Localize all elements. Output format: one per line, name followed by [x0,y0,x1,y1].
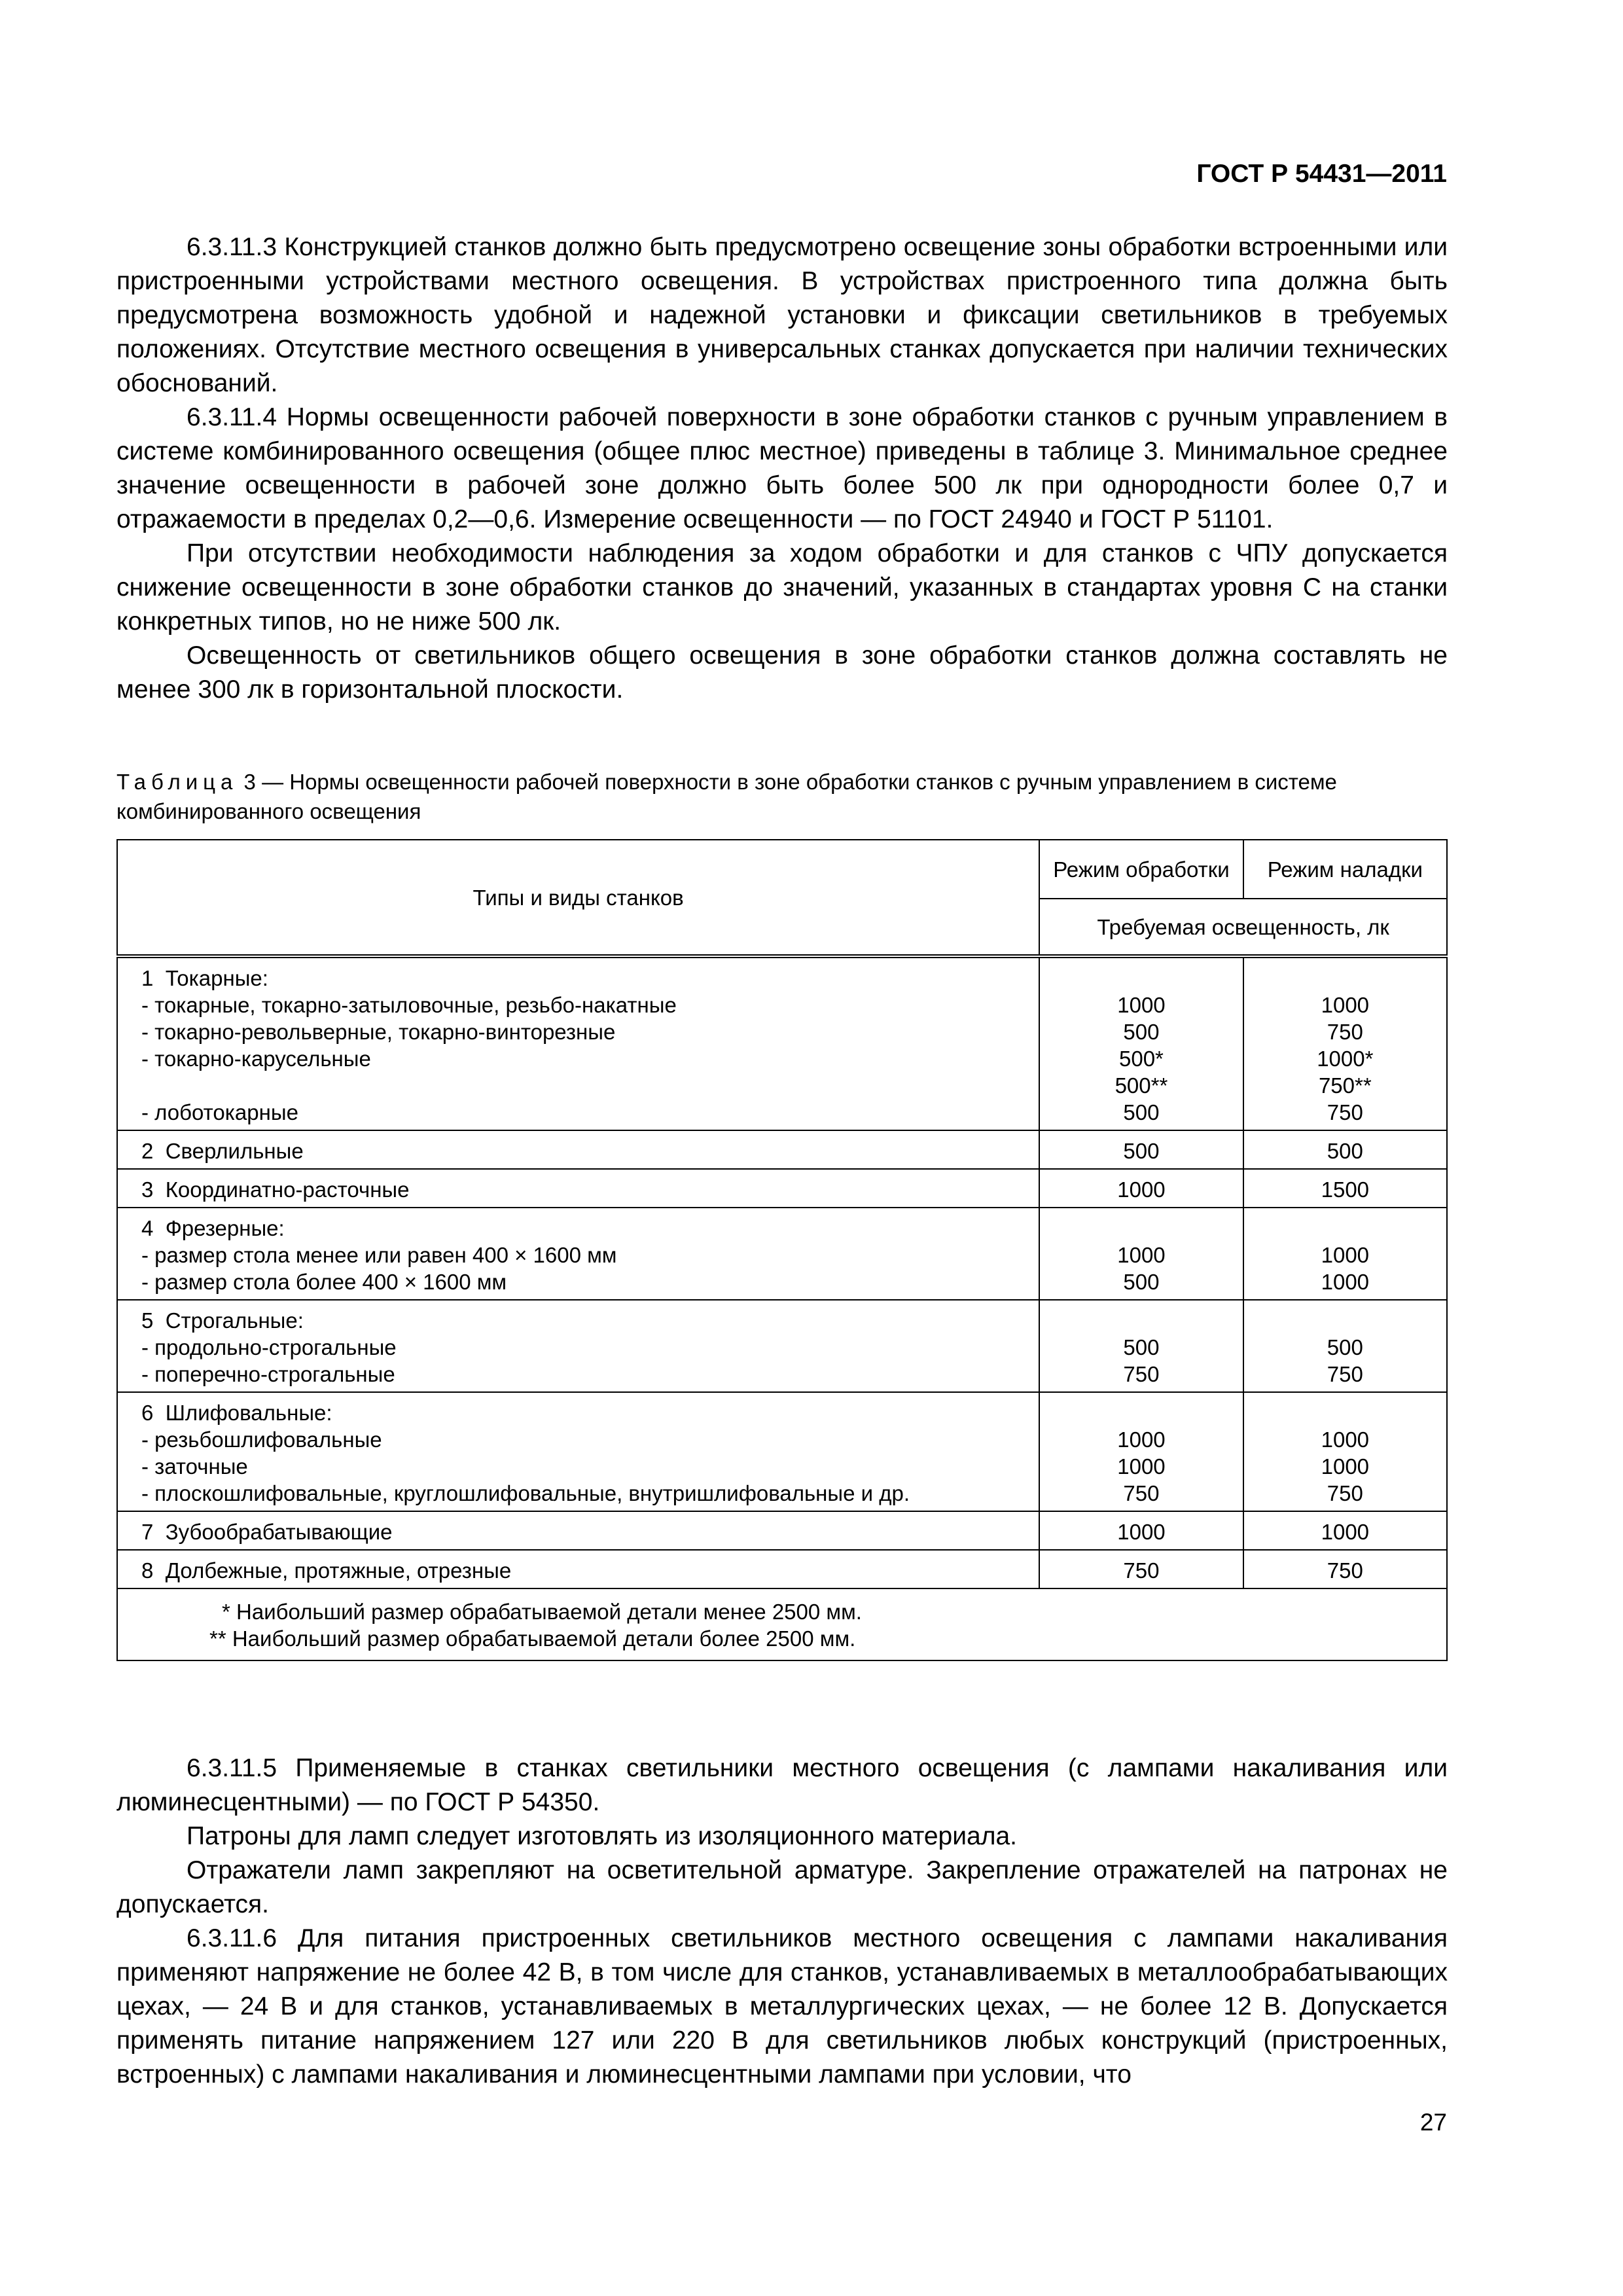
cell-line: - токарные, токарно-затыловочные, резьбо-накатные [141,993,677,1017]
cell-line: 750 [1123,1558,1160,1583]
machine-type-cell [117,1300,1039,1392]
setup-value-cell [1243,1511,1447,1550]
footnote-single-star: * Наибольший размер обрабатываемой детали менее 2500 мм. [222,1600,862,1624]
processing-value-cell [1039,1169,1243,1208]
cell-line: 750 [1123,1362,1160,1386]
table-row [117,1300,1447,1392]
cell-line: - плоскошлифовальные, круглошлифовальные, внутришлифовальные и др. [141,1481,910,1505]
cell-line: 500 [1327,1139,1363,1163]
processing-value-cell [1039,1130,1243,1169]
setup-value-cell [1243,1300,1447,1392]
cell-line: 500 [1327,1335,1363,1359]
paragraph-6-3-11-4: 6.3.11.4 Нормы освещенности рабочей поверхности в зоне обработки станков с ручным управлением в системе комбинированного освещения (общее плюс местное) приведены в таблице 3. Минимальное среднее значение освещенности в рабочей зоне должно быть более 500 лк при однородности более 0,7 и отражаемости в пределах 0,2—0,6. Измерение освещенности — по ГОСТ 24940 и ГОСТ Р 51101. [116,403,1448,533]
document-standard-header: ГОСТ Р 54431—2011 [1196,160,1447,188]
cell-line: - лоботокарные [141,1100,298,1124]
cell-line: 8 Долбежные, протяжные, отрезные [141,1558,512,1583]
table-row [117,1392,1447,1511]
machine-type-cell [117,956,1039,1130]
cell-line: - токарно-револьверные, токарно-винторезные [141,1020,616,1044]
table-row [117,1169,1447,1208]
cell-line: 1000 [1117,1520,1166,1544]
machine-type-cell [117,1208,1039,1300]
processing-value-cell [1039,1300,1243,1392]
paragraph-6-3-11-5: 6.3.11.5 Применяемые в станках светильники местного освещения (с лампами накаливания или люминесцентными) — по ГОСТ Р 54350. [116,1754,1448,1816]
cell-line [1249,1307,1441,1334]
header-required-illuminance: Требуемая освещенность, лк [1039,899,1447,956]
machine-type-cell [117,1511,1039,1550]
table-row [117,1550,1447,1588]
cell-line: 500 [1123,1335,1160,1359]
cell-line: 750 [1327,1100,1363,1124]
paragraph-reflectors: Отражатели ламп закрепляют на осветительной арматуре. Закрепление отражателей на патронах не допускается. [116,1856,1448,1918]
table-caption [116,767,1448,826]
machine-type-cell [117,1130,1039,1169]
cell-line: 1000 [1117,1427,1166,1452]
cell-line: 750 [1327,1558,1363,1583]
cell-line: 1000 [1321,1270,1370,1294]
header-mode-processing: Режим обработки [1039,840,1243,899]
footnote-double-star: ** Наибольший размер обрабатываемой детали более 2500 мм. [209,1626,856,1651]
cell-line [141,1072,1029,1099]
cell-line: - размер стола менее или равен 400 × 1600 мм [141,1243,617,1267]
cell-line [1045,1399,1237,1426]
cell-line: 3 Координатно-расточные [141,1177,410,1202]
setup-value-cell [1243,1550,1447,1588]
illumination-norms-table [116,839,1448,1661]
paragraph-lamp-sockets: Патроны для ламп следует изготовлять из изоляционного материала. [187,1822,1018,1850]
setup-value-cell [1243,1130,1447,1169]
cell-line [1249,1399,1441,1426]
cell-line: 1000 [1117,1177,1166,1202]
cell-line: 500** [1115,1073,1168,1098]
cell-line: 1000 [1117,1243,1166,1267]
cell-line: 750 [1327,1362,1363,1386]
processing-value-cell [1039,1208,1243,1300]
cell-line: - заточные [141,1454,248,1479]
cell-line [1045,965,1237,992]
cell-line: 750 [1327,1020,1363,1044]
cell-line: 1000 [1117,993,1166,1017]
setup-value-cell [1243,956,1447,1130]
cell-line [1249,1215,1441,1242]
setup-value-cell [1243,1169,1447,1208]
cell-line: 1000 [1321,1520,1370,1544]
cell-line: - резьбошлифовальные [141,1427,382,1452]
cell-line: 1500 [1321,1177,1370,1202]
cell-line: - размер стола более 400 × 1600 мм [141,1270,507,1294]
table-caption-label: Таблица [116,770,238,794]
machine-type-cell [117,1550,1039,1588]
machine-type-cell [117,1169,1039,1208]
processing-value-cell [1039,1392,1243,1511]
cell-line: 500 [1123,1020,1160,1044]
cell-line: 6 Шлифовальные: [141,1401,332,1425]
table-row [117,1130,1447,1169]
cell-line: 5 Строгальные: [141,1308,304,1333]
cell-line: 1 Токарные: [141,966,268,990]
page-number: 27 [1419,2109,1447,2136]
cell-line: 7 Зубообрабатывающие [141,1520,393,1544]
paragraphs-bottom [116,1751,1448,2092]
paragraph-6-3-11-6: 6.3.11.6 Для питания пристроенных светильников местного освещения с лампами накаливания применяют напряжение не более 42 В, в том числе для станков, устанавливаемых в металлообрабатывающих цехах, — 24 В и для станков, устанавливаемых в металлургических цехах, — не более 12 В. Допускается применять питание напряжением 127 или 220 В для светильников любых конструкций (пристроенных, встроенных) с лампами накаливания и люминесцентными лампами при условии, что [116,1924,1448,2089]
table-row [117,1208,1447,1300]
cell-line: 750** [1318,1073,1372,1098]
table-row [117,1511,1447,1550]
setup-value-cell [1243,1208,1447,1300]
cell-line [1045,1215,1237,1242]
cell-line: 500 [1123,1100,1160,1124]
cell-line: 750 [1327,1481,1363,1505]
cell-line: 1000 [1321,1454,1370,1479]
cell-line: 1000* [1317,1047,1374,1071]
processing-value-cell [1039,956,1243,1130]
machine-type-cell [117,1392,1039,1511]
processing-value-cell [1039,1550,1243,1588]
cell-line: 500* [1119,1047,1164,1071]
cell-line: 1000 [1321,993,1370,1017]
cell-line: - продольно-строгальные [141,1335,397,1359]
paragraph-cnc-note: При отсутствии необходимости наблюдения за ходом обработки и для станков с ЧПУ допускается снижение освещенности в зоне обработки станков до значений, указанных в стандартах уровня С на станки конкретных типов, но не ниже 500 лк. [116,539,1448,636]
setup-value-cell [1243,1392,1447,1511]
processing-value-cell [1039,1511,1243,1550]
cell-line: 1000 [1321,1243,1370,1267]
paragraph-6-3-11-3: 6.3.11.3 Конструкцией станков должно быть предусмотрено освещение зоны обработки встроенными или пристроенными устройствами местного освещения. В устройствах пристроенного типа должна быть предусмотрена возможность удобной и надежной установки и фиксации светильников в требуемых положениях. Отсутствие местного освещения в универсальных станках допускается при наличии технических обоснований. [116,233,1448,397]
cell-line [1045,1307,1237,1334]
cell-line: 500 [1123,1139,1160,1163]
cell-line [1249,965,1441,992]
cell-line: 1000 [1117,1454,1166,1479]
cell-line: 2 Сверлильные [141,1139,304,1163]
table-body [117,956,1447,1588]
cell-line: - токарно-карусельные [141,1047,371,1071]
header-machine-types: Типы и виды станков [117,840,1039,956]
table-footnotes [117,1588,1447,1660]
cell-line: - поперечно-строгальные [141,1362,395,1386]
paragraph-general-lighting: Освещенность от светильников общего освещения в зоне обработки станков должна составлять не менее 300 лк в горизонтальной плоскости. [116,641,1448,704]
paragraphs-top [116,230,1448,707]
cell-line: 750 [1123,1481,1160,1505]
cell-line: 1000 [1321,1427,1370,1452]
cell-line: 500 [1123,1270,1160,1294]
cell-line: 4 Фрезерные: [141,1216,285,1240]
table-row [117,956,1447,1130]
table-caption-text: 3 — Нормы освещенности рабочей поверхности в зоне обработки станков с ручным управлением в системе комбинированного освещения [116,770,1337,823]
header-mode-setup: Режим наладки [1243,840,1447,899]
